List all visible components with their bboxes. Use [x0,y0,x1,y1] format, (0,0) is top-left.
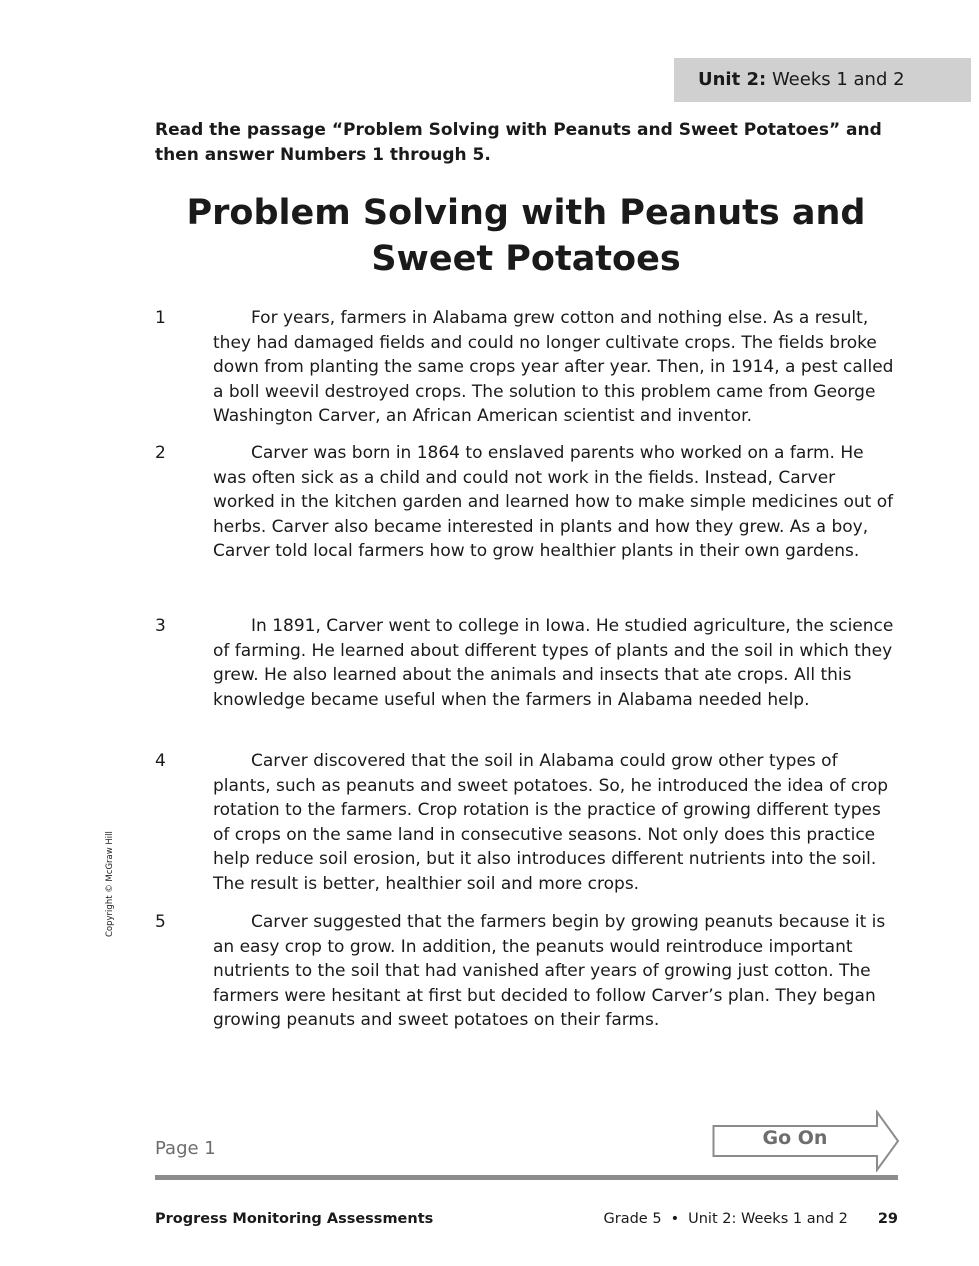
footer-divider [155,1175,898,1180]
footer-separator: • [670,1211,680,1227]
paragraph-text: Carver discovered that the soil in Alabama could grow other types of plants, such as peanuts and sweet potatoes. So, he introduced the idea of crop rotation to the farmers. Crop rotation is the practice of growing different types of crops on the same land in consecutive seasons. Not only does this practice help reduce soil erosion, but it also introduces different nutrients into the soil. The result is better, healthier soil and more crops. [213,751,889,894]
paragraph-text: In 1891, Carver went to college in Iowa. He studied agriculture, the science of farming. He learned about different types of plants and the soil in which they grew. He also learned about the animals and insects that ate crops. All this knowledge became useful when the farmers in Alabama needed help. [213,616,894,710]
passage-title [155,190,897,282]
instructions: Read the passage “Problem Solving with Peanuts and Sweet Potatoes” and then answer Numbers 1 through 5. [155,120,882,165]
paragraph-number: 5 [155,912,166,932]
copyright-notice: Copyright © McGraw Hill [105,831,115,937]
paragraph-4 [155,749,900,896]
title-line-1: Problem Solving with Peanuts and [186,193,866,233]
footer-info [604,1211,898,1227]
footer-page-number: 29 [877,1211,898,1227]
paragraph-number: 2 [155,443,166,463]
paragraph-number: 1 [155,308,166,328]
paragraph-5 [155,910,900,1033]
title-line-2: Sweet Potatoes [371,239,681,279]
footer-unit: Unit 2: Weeks 1 and 2 [688,1211,848,1227]
page-label: Page 1 [155,1138,216,1159]
paragraph-1 [155,306,900,429]
unit-label: Unit 2: [698,69,767,90]
paragraph-text: For years, farmers in Alabama grew cotton and nothing else. As a result, they had damaged fields and could no longer cultivate crops. The fields broke down from planting the same crops year after year. Then, in 1914, a pest called a boll weevil destroyed crops. The solution to this problem came from George Washington Carver, an African American scientist and inventor. [213,308,894,426]
go-on-label: Go On [762,1127,828,1149]
paragraph-number: 3 [155,616,166,636]
footer-title: Progress Monitoring Assessments [155,1211,434,1227]
paragraph-3 [155,614,900,712]
paragraph-text: Carver was born in 1864 to enslaved parents who worked on a farm. He was often sick as a child and could not work in the fields. Instead, Carver worked in the kitchen garden and learned how to make simple medicines out of herbs. Carver also became interested in plants and how they grew. As a boy, Carver told local farmers how to grow healthier plants in their own gardens. [213,443,894,561]
paragraph-2 [155,441,900,564]
footer-grade: Grade 5 [603,1211,662,1227]
unit-header-tab [674,58,971,102]
go-on-button[interactable] [712,1110,900,1172]
paragraph-text: Carver suggested that the farmers begin by growing peanuts because it is an easy crop to grow. In addition, the peanuts would reintroduce important nutrients to the soil that had vanished after years of growing just cotton. The farmers were hesitant at first but decided to follow Carver’s plan. They began growing peanuts and sweet potatoes on their farms. [213,912,886,1030]
unit-weeks: Weeks 1 and 2 [771,69,905,90]
paragraph-number: 4 [155,751,166,771]
